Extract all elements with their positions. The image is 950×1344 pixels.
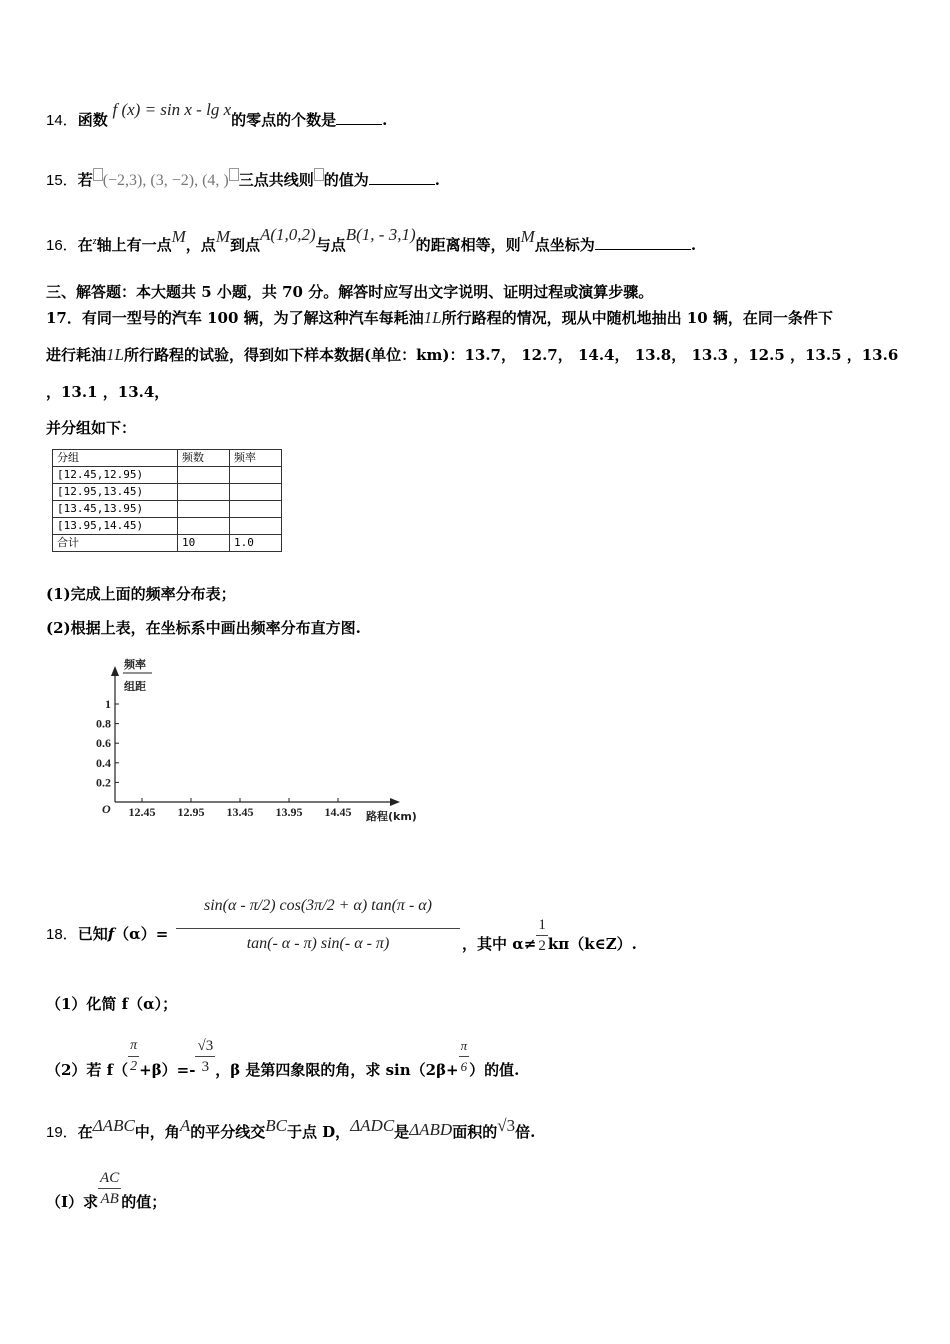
y-label-top: 频率 xyxy=(124,658,146,671)
table-cell[interactable] xyxy=(230,484,282,501)
table-cell[interactable] xyxy=(230,467,282,484)
q16-text: ，点 xyxy=(185,236,216,254)
triangle-abc: ΔABC xyxy=(92,1116,135,1135)
table-cell[interactable] xyxy=(178,518,230,535)
y-tick-label: 0.2 xyxy=(96,775,111,790)
sqrt-3: √3 xyxy=(497,1116,516,1135)
q17-line-2: 进行耗油1L所行路程的试验，得到如下样本数据(单位：km)：13.7， 12.7， 14.4， 13.8， 13.3 ，12.5 ，13.5 ，13.6 xyxy=(46,345,899,364)
table-header-row xyxy=(53,450,282,467)
y-axis-arrow-icon xyxy=(111,666,119,676)
section-heading: 三、解答题：本大题共 5 小题，共 70 分。解答时应写出文字说明、证明过程或演算步骤。 xyxy=(46,283,654,301)
q16-m-var: M xyxy=(520,227,535,246)
table-cell[interactable] xyxy=(230,501,282,518)
y-tick-label: 0.8 xyxy=(96,716,111,731)
q16-text: 到点 xyxy=(229,236,260,254)
q18-condition: ，其中 α≠ $\frac{1}{2}$ kπ（k∈Z）. xyxy=(462,917,637,954)
q18-fraction xyxy=(176,886,460,957)
x-tick-label: 12.95 xyxy=(177,805,205,819)
q16-m-var: M xyxy=(171,227,186,246)
q16-text: 轴上有一点 xyxy=(96,236,172,254)
q17-line-1: 17．有同一型号的汽车 100 辆，为了解这种汽车每耗油1L所行路程的情况，现从中随机地抽出 10 辆，在同一条件下 xyxy=(46,308,833,327)
q14-formula: f (x) = sin x - lg x xyxy=(112,100,232,119)
y-tick-label: 0.6 xyxy=(96,736,111,751)
question-15 xyxy=(46,170,440,191)
unit-1l: 1L xyxy=(423,308,442,327)
q15-end: . xyxy=(434,171,440,189)
q15-text-post: 三点共线则 xyxy=(238,171,314,189)
question-19: 19．在ΔABC中，角A的平分线交BC于点 D，ΔADC是ΔABD面积的√3倍. xyxy=(46,1116,536,1141)
q18-denominator: tan(- α - π) sin(- α - π) xyxy=(246,935,390,952)
table-cell: [13.45,13.95) xyxy=(53,501,178,518)
q16-point-a: A(1,0,2) xyxy=(260,225,316,244)
histogram-axes xyxy=(90,652,430,832)
table-row xyxy=(53,484,282,501)
q17-line-4: 并分组如下： xyxy=(46,419,137,437)
x-tick-label: 12.45 xyxy=(128,805,156,819)
frequency-table xyxy=(52,449,282,552)
y-label-bottom: 组距 xyxy=(124,680,146,693)
q18-prefix: 18．已知f（α）= xyxy=(46,925,169,943)
triangle-adc: ΔADC xyxy=(350,1116,395,1135)
table-cell: 10 xyxy=(178,535,230,552)
pi-over-2: $\frac{\pi}{2}$ xyxy=(130,1038,138,1074)
table-row xyxy=(53,467,282,484)
q18-sub-2: （2）若 f（ $\frac{\pi}{2}$ +β）=- $\frac{√3}{3}$ ，β 是第四象限的角，求 sin（2β+ $\frac{\pi}{6}$ ）的值. xyxy=(46,1038,520,1079)
q17-line-3: ，13.1 ，13.4， xyxy=(46,383,170,401)
question-16 xyxy=(46,225,697,256)
placeholder-box-icon xyxy=(314,168,324,181)
x-tick-label: 14.45 xyxy=(324,805,352,819)
question-number: 18． xyxy=(46,926,78,943)
triangle-abd: ΔABD xyxy=(409,1120,453,1139)
y-tick-label: 0.4 xyxy=(96,755,111,770)
x-axis-label: 路程(km) xyxy=(366,810,417,823)
placeholder-box-icon xyxy=(229,168,239,181)
q16-z-var: z xyxy=(92,236,97,247)
q16-end: . xyxy=(690,236,697,254)
sqrt3-over-3: $\frac{√3}{3}$ xyxy=(197,1038,214,1075)
table-cell: 合计 xyxy=(53,535,178,552)
q16-text: 在 xyxy=(77,236,93,254)
table-cell: [12.95,13.45) xyxy=(53,484,178,501)
table-cell[interactable] xyxy=(178,484,230,501)
q14-end: . xyxy=(382,111,388,129)
unit-1l: 1L xyxy=(106,345,124,364)
q16-text: 与点 xyxy=(315,236,346,254)
table-row xyxy=(53,535,282,552)
q16-text: 点坐标为 xyxy=(534,236,595,254)
table-row xyxy=(53,501,282,518)
q16-point-b: B(1, - 3,1) xyxy=(345,225,416,244)
q15-text-post2: 的值为 xyxy=(323,171,369,189)
q18-numerator: sin(α - π/2) cos(3π/2 + α) tan(π - α) xyxy=(204,897,432,914)
table-cell[interactable] xyxy=(178,501,230,518)
q18-sub-1: （1）化简 f（α）； xyxy=(46,995,178,1013)
table-row xyxy=(53,518,282,535)
question-number: 15． xyxy=(46,172,78,189)
table-cell: 1.0 xyxy=(230,535,282,552)
placeholder-box-icon xyxy=(93,168,103,181)
origin-label: O xyxy=(102,802,111,816)
question-number: 14． xyxy=(46,112,78,129)
answer-blank[interactable] xyxy=(369,170,435,185)
fraction-bar xyxy=(176,928,460,929)
question-number: 19． xyxy=(46,1124,78,1141)
x-ticks xyxy=(129,798,352,819)
y-tick-label: 1 xyxy=(105,697,111,711)
question-14 xyxy=(46,100,388,131)
table-header: 频数 xyxy=(178,450,230,467)
segment-bc: BC xyxy=(265,1116,287,1135)
table-cell: [12.45,12.95) xyxy=(53,467,178,484)
ac-over-ab: $\frac{AC}{AB}$ xyxy=(100,1170,120,1207)
q14-text-pre: 函数 xyxy=(77,111,108,129)
q14-text-post: 的零点的个数是 xyxy=(231,111,337,129)
q17-sub-2: (2)根据上表，在坐标系中画出频率分布直方图. xyxy=(46,619,361,637)
table-header: 分组 xyxy=(53,450,178,467)
q15-points: (−2,3), (3, −2), (4, ) xyxy=(102,172,229,189)
pi-over-6: $\frac{\pi}{6}$ xyxy=(460,1038,468,1074)
answer-blank[interactable] xyxy=(595,235,691,250)
q16-text: 的距离相等，则 xyxy=(415,236,521,254)
q16-m-var: M xyxy=(215,227,230,246)
question-number: 16． xyxy=(46,237,78,254)
angle-a: A xyxy=(179,1116,191,1135)
half-fraction: $\frac{1}{2}$ xyxy=(538,917,546,954)
q17-sub-1: (1)完成上面的频率分布表； xyxy=(46,585,236,603)
answer-blank[interactable] xyxy=(336,110,382,125)
table-cell[interactable] xyxy=(230,518,282,535)
table-cell: [13.95,14.45) xyxy=(53,518,178,535)
table-cell[interactable] xyxy=(178,467,230,484)
x-tick-label: 13.95 xyxy=(275,805,303,819)
x-axis-arrow-icon xyxy=(390,798,400,806)
x-tick-label: 13.45 xyxy=(226,805,254,819)
q15-text-pre: 若 xyxy=(77,171,93,189)
q19-sub-1: （I）求 $\frac{AC}{AB}$ 的值； xyxy=(46,1170,167,1211)
table-header: 频率 xyxy=(230,450,282,467)
